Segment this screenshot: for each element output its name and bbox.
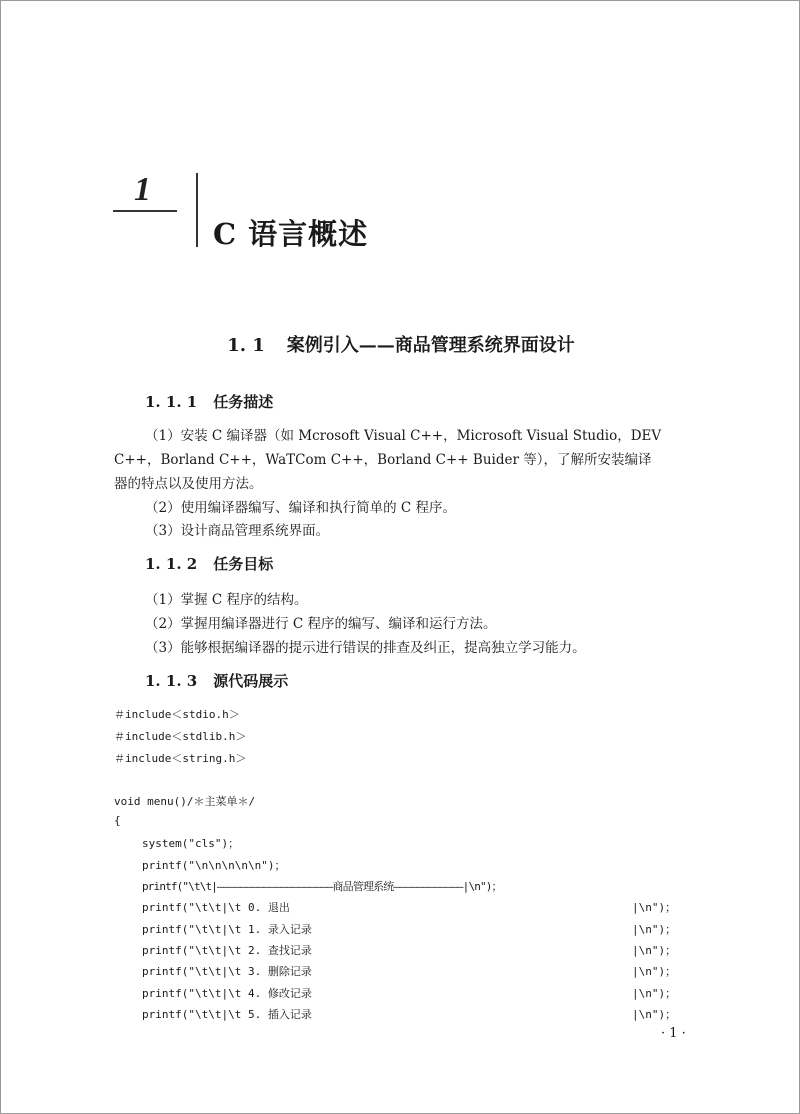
section-heading xyxy=(1,331,800,357)
goal-item-3: （3）能够根据编译器的提示进行错误的排查及纠正，提高独立学习能力。 xyxy=(145,640,586,656)
page-number: · 1 · xyxy=(661,1026,686,1041)
code-include-1: ＃include＜stdio.h＞ xyxy=(114,708,240,721)
code-line-header: printf("\t\t|————————————————————商品管理系统————————————|\n")； xyxy=(142,880,502,893)
code-line-menu-2-tail: |\n")； xyxy=(632,944,677,957)
subsection-number-3: 1. 1. 3 xyxy=(145,672,198,690)
goal-item-1: （1）掌握 C 程序的结构。 xyxy=(145,592,308,608)
subsection-number-1: 1. 1. 1 xyxy=(145,393,198,411)
code-line-menu-4-tail: |\n")； xyxy=(632,987,677,1000)
subsection-title-1: 任务描述 xyxy=(213,393,274,411)
subsection-title-3: 源代码展示 xyxy=(213,672,289,690)
code-line-menu-5: printf("\t\t|\t 5. 插入记录 xyxy=(142,1008,312,1021)
code-line-menu-3-tail: |\n")； xyxy=(632,965,677,978)
code-include-2: ＃include＜stdlib.h＞ xyxy=(114,730,247,743)
task-desc-item-3: （3）设计商品管理系统界面。 xyxy=(145,523,330,539)
subsection-number-2: 1. 1. 2 xyxy=(145,555,198,573)
code-function-decl: void menu()/＊主菜单＊/ xyxy=(114,795,256,808)
subsection-heading-1 xyxy=(145,391,273,412)
code-include-3: ＃include＜string.h＞ xyxy=(114,752,247,765)
code-open-brace: { xyxy=(114,814,121,827)
code-line-menu-3: printf("\t\t|\t 3. 删除记录 xyxy=(142,965,312,978)
task-desc-line-2: C++，Borland C++，WaTCom C++，Borland C++ Buider 等），了解所安装编译 xyxy=(114,452,652,468)
subsection-heading-2 xyxy=(145,553,273,574)
task-desc-line-3: 器的特点以及使用方法。 xyxy=(114,476,263,492)
code-line-menu-1: printf("\t\t|\t 1. 录入记录 xyxy=(142,923,312,936)
code-line-menu-1-tail: |\n")； xyxy=(632,923,677,936)
section-title: 案例引入——商品管理系统界面设计 xyxy=(286,335,575,356)
chapter-rule xyxy=(113,210,177,212)
code-line-newlines: printf("\n\n\n\n\n")； xyxy=(142,859,286,872)
chapter-title: C 语言概述 xyxy=(213,217,369,251)
subsection-title-2: 任务目标 xyxy=(213,555,274,573)
task-desc-item-2: （2）使用编译器编写、编译和执行简单的 C 程序。 xyxy=(145,500,457,516)
chapter-divider xyxy=(196,173,198,247)
code-line-system: system("cls")； xyxy=(142,837,240,850)
code-line-menu-0-tail: |\n")； xyxy=(632,901,677,914)
goal-item-2: （2）掌握用编译器进行 C 程序的编写、编译和运行方法。 xyxy=(145,616,497,632)
code-line-menu-5-tail: |\n")； xyxy=(632,1008,677,1021)
chapter-number: 1 xyxy=(134,171,151,208)
code-line-menu-0: printf("\t\t|\t 0. 退出 xyxy=(142,901,290,914)
code-line-menu-4: printf("\t\t|\t 4. 修改记录 xyxy=(142,987,312,1000)
task-description-paragraph xyxy=(114,424,704,496)
code-line-menu-2: printf("\t\t|\t 2. 查找记录 xyxy=(142,944,312,957)
subsection-heading-3 xyxy=(145,670,288,691)
task-desc-line-1: （1）安装 C 编译器（如 Mcrosoft Visual C++，Microsoft Visual Studio，DEV xyxy=(145,428,662,444)
section-number: 1. 1 xyxy=(227,335,265,356)
